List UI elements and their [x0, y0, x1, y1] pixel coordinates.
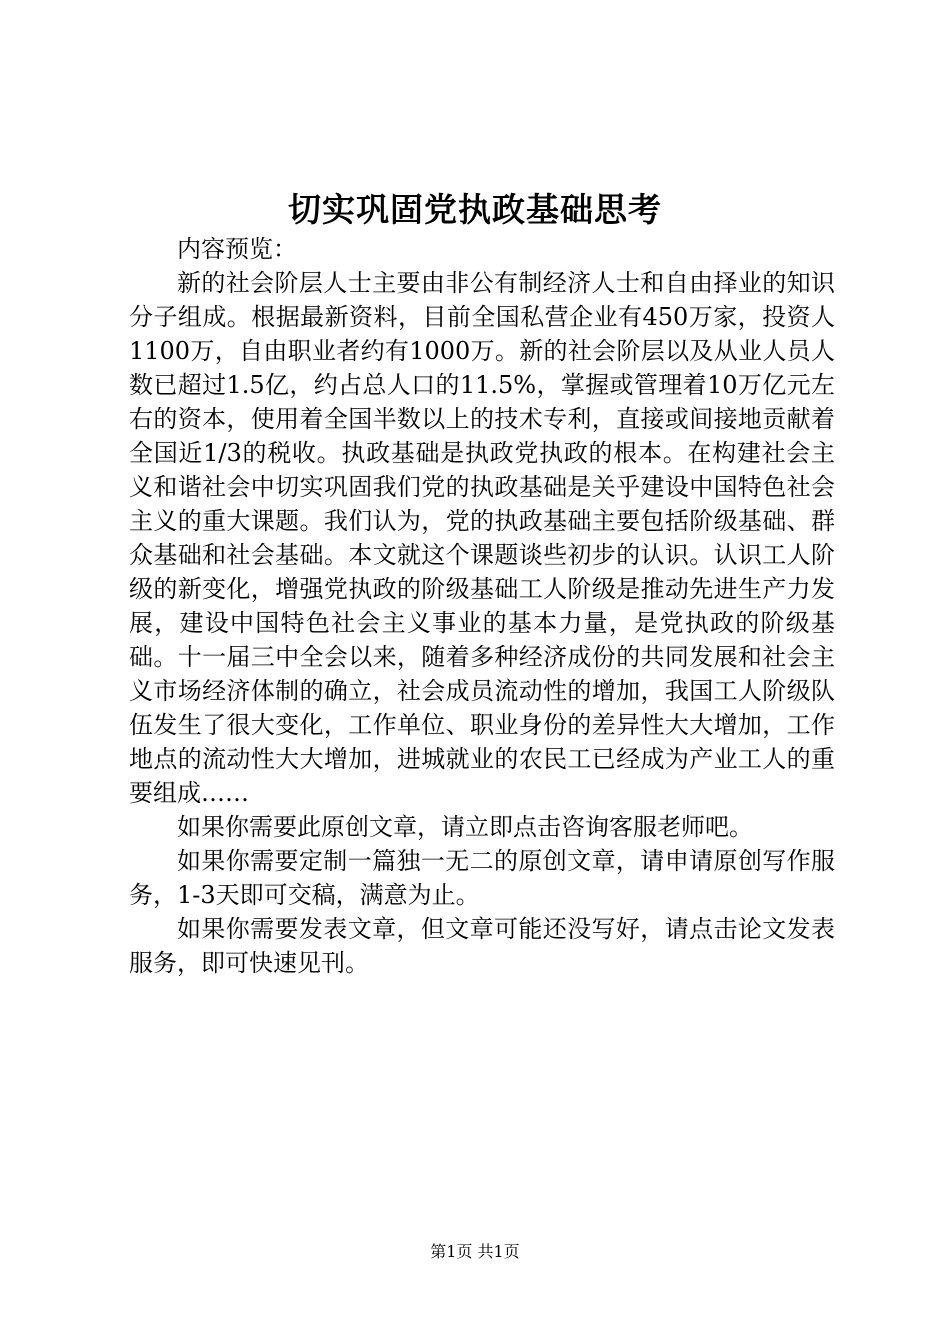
body-paragraph: 新的社会阶层人士主要由非公有制经济人士和自由择业的知识分子组成。根据最新资料，目前全国私营企业有450万家，投资人1100万，自由职业者约有1000万。新的社会阶层以及从业人员人数已超过1.5亿，约占总人口的11.5%，掌握或管理着10万亿元左右的资本，使用着全国半数以上的技术专利，直接或间接地贡献着全国近1/3的税收。执政基础是执政党执政的根本。在构建社会主义和谐社会中切实巩固我们党的执政基础是关乎建设中国特色社会主义的重大课题。我们认为，党的执政基础主要包括阶级基础、群众基础和社会基础。本文就这个课题谈些初步的认识。认识工人阶级的新变化，增强党执政的阶级基础工人阶级是推动先进生产力发展，建设中国特色社会主义事业的基本力量，是党执政的阶级基础。十一届三中全会以来，随着多种经济成份的共同发展和社会主义市场经济体制的确立，社会成员流动性的增加，我国工人阶级队伍发生了很大变化，工作单位、职业身份的差异性大大增加，工作地点的流动性大大增加，进城就业的农民工已经成为产业工人的重要组成……	[129, 269, 835, 807]
page-number-footer: 第1页 共1页	[430, 1242, 520, 1261]
preview-label: 内容预览：	[177, 235, 297, 263]
notice-custom-writing: 如果你需要定制一篇独一无二的原创文章，请申请原创写作服务，1-3天即可交稿，满意为止。	[129, 847, 835, 909]
notice-consult: 如果你需要此原创文章，请立即点击咨询客服老师吧。	[177, 813, 753, 841]
document-content	[129, 232, 835, 980]
notice-publishing: 如果你需要发表文章，但文章可能还没写好，请点击论文发表服务，即可快速见刊。	[129, 915, 835, 977]
document-title: 切实巩固党执政基础思考	[288, 190, 662, 229]
